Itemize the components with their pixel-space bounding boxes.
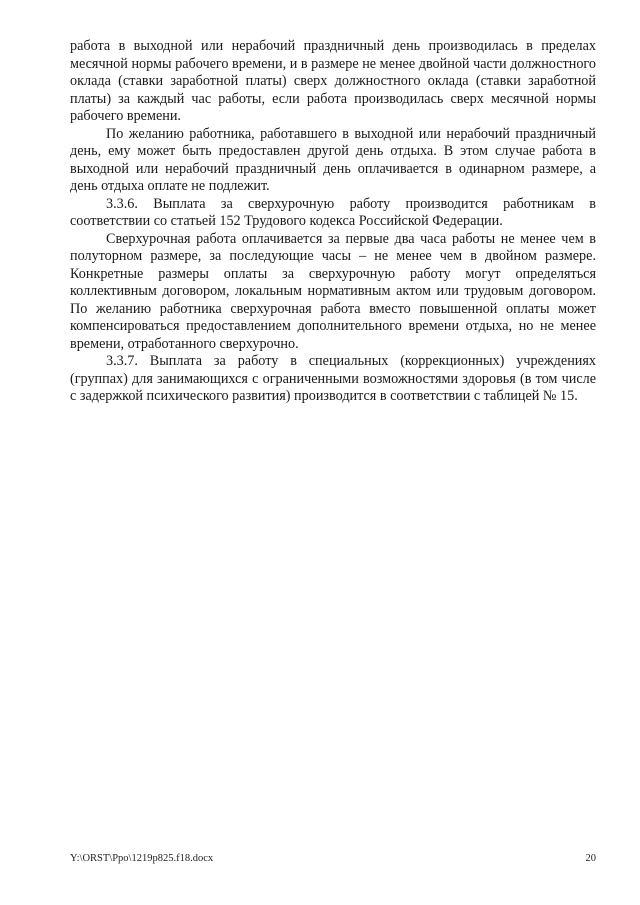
page-number: 20 xyxy=(585,853,596,864)
paragraph-overtime-rates: Сверхурочная работа оплачивается за первые два часа работы не менее чем в полуторном размере, за последующие часы – не менее чем в двойном размере. Конкретные размеры оплаты за сверхурочную работу могут определяться коллективным договором, локальным нормативным актом или трудовым договором. По желанию работника сверхурочная работа вместо повышенной оплаты может компенсироваться предоставлением дополнительного времени отдыха, но не менее времени, отработанного сверхурочно. xyxy=(70,230,596,352)
paragraph-3-3-7: 3.3.7. Выплата за работу в специальных (коррекционных) учреждениях (группах) для занимающихся с ограниченными возможностями здоровья (в том числе с задержкой психического развития) производится в соответствии с таблицей № 15. xyxy=(70,353,596,404)
paragraph-3-3-6: 3.3.6. Выплата за сверхурочную работу производится работникам в соответствии со статьей 152 Трудового кодекса Российской Федерации. xyxy=(70,195,596,229)
paragraph-continuation: работа в выходной или нерабочий праздничный день производилась в пределах месячной нормы рабочего времени, и в размере не менее двойной части должностного оклада (ставки заработной платы) сверх должностного оклада (ставки заработной платы) за каждый час работы, если работа производилась сверх месячной нормы рабочего времени. xyxy=(70,38,596,124)
paragraph-day-off-option: По желанию работника, работавшего в выходной или нерабочий праздничный день, ему может быть предоставлен другой день отдыха. В этом случае работа в выходной или нерабочий праздничный день оплачивается в одинарном размере, а день отдыха оплате не подлежит. xyxy=(70,125,596,194)
footer-file-path: Y:\ORST\Ppo\1219p825.f18.docx xyxy=(70,853,214,864)
document-body xyxy=(70,38,596,406)
